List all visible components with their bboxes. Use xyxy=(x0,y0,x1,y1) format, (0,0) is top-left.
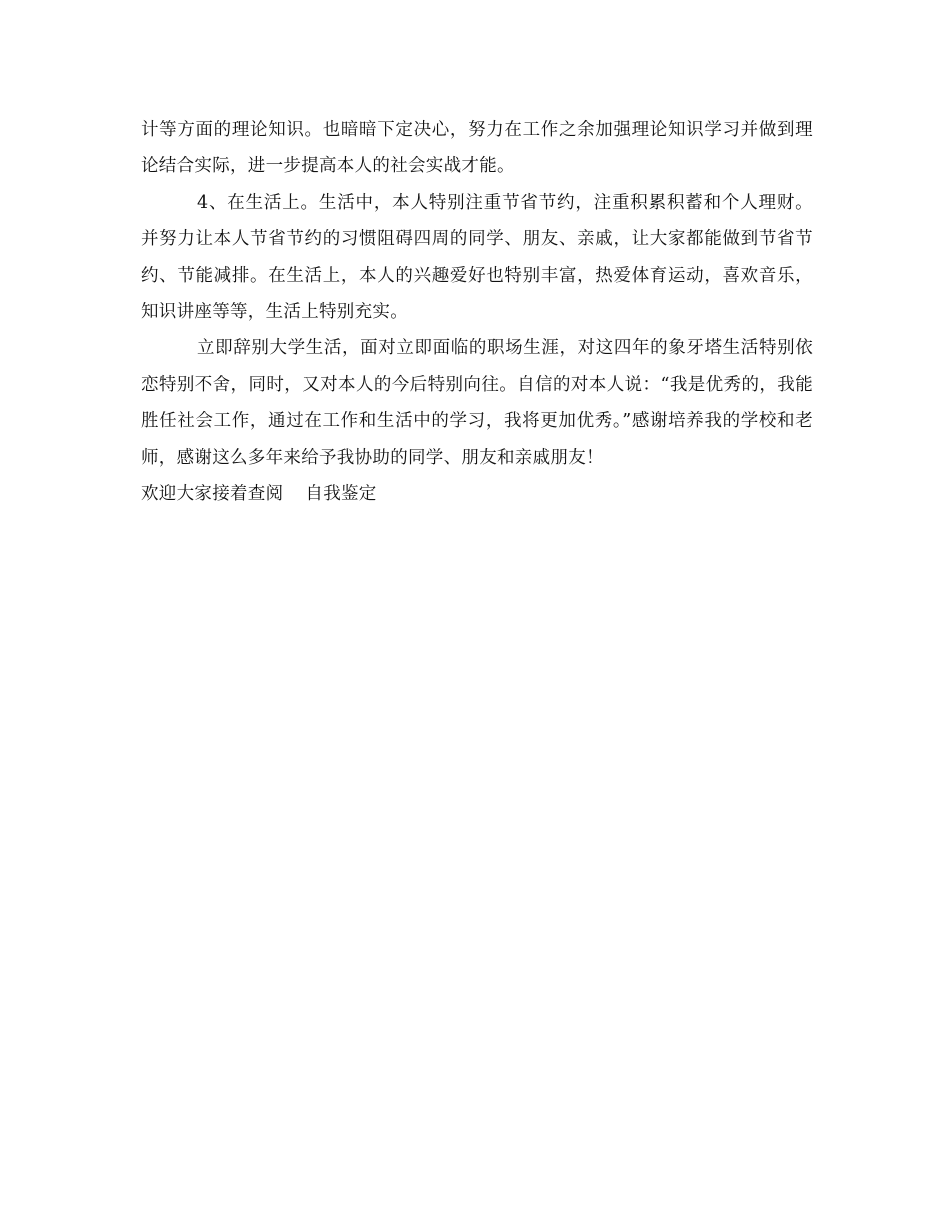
footer-line xyxy=(141,476,813,512)
footer-link[interactable]: 自我鉴定 xyxy=(305,484,377,505)
document-body xyxy=(141,112,813,512)
footer-prefix: 欢迎大家接着查阅 xyxy=(141,484,284,505)
paragraph-theory-continuation: 计等方面的理论知识。也暗暗下定决心，努力在工作之余加强理论知识学习并做到理论结合实际，进一步提高本人的社会实战才能。 xyxy=(141,120,813,177)
paragraph-farewell: 立即辞别大学生活，面对立即面临的职场生涯，对这四年的象牙塔生活特别依恋特别不舍，同时，又对本人的今后特别向往。自信的对本人说：“我是优秀的，我能胜任社会工作，通过在工作和生活中的学习，我将更加优秀。”感谢培养我的学校和老师，感谢这么多年来给予我协助的同学、朋友和亲戚朋友！ xyxy=(141,338,813,468)
paragraph-life: 4、在生活上。生活中，本人特别注重节省节约，注重积累积蓄和个人理财。并努力让本人节省节约的习惯阻碍四周的同学、朋友、亲戚，让大家都能做到节省节约、节能减排。在生活上，本人的兴趣爱好也特别丰富，热爱体育运动，喜欢音乐，知识讲座等等，生活上特别充实。 xyxy=(141,192,813,323)
